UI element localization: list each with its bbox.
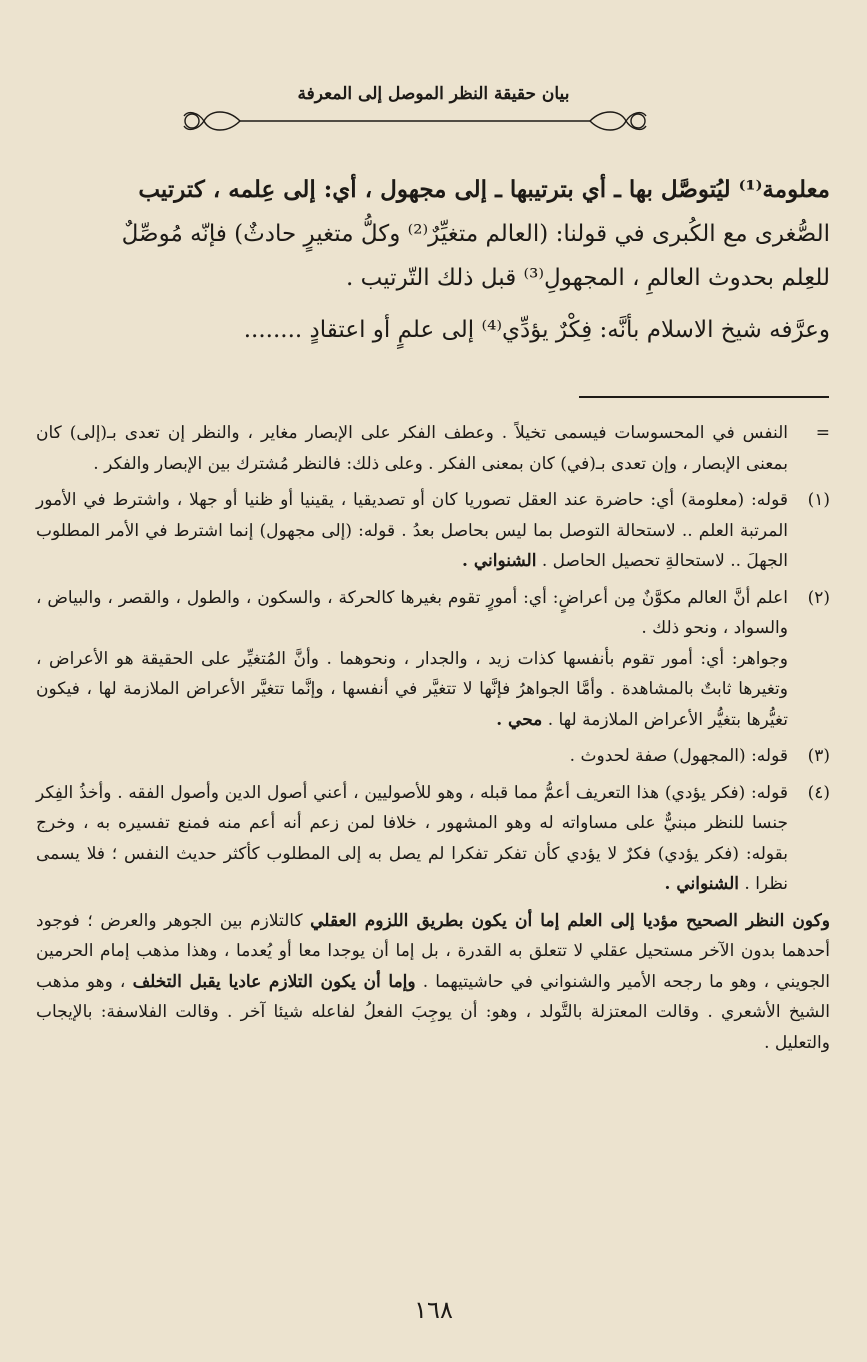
footnote-marker: (٤) (807, 782, 830, 803)
footnote-text: اعلم أنَّ العالم مكوَّنٌ مِن أعراضٍ: أي: أمورٍ تقوم بغيرها كالحركة ، والسكون ، والطول ، والقصر ، والبياض ، والسواد ، ونحو ذلك . (36, 587, 788, 638)
main-line-1: معلومة⁽¹⁾ ليُتوصَّل بها ـ أي بترتيبها ـ إلى مجهول ، أي: إلى عِلمه ، كترتيب (138, 176, 830, 203)
running-title: بيان حقيقة النظر الموصل إلى المعرفة (297, 84, 570, 104)
footnote-continuation (36, 418, 830, 479)
footnote-4 (36, 778, 830, 900)
bold-phrase: وإما أن يكون التلازم عاديا يقبل التخلف (132, 971, 416, 992)
header-ornament (180, 104, 650, 138)
footnote-2 (36, 583, 830, 736)
footnote-3 (36, 741, 830, 772)
page-number: ١٦٨ (414, 1296, 453, 1324)
footnote-1 (36, 485, 830, 577)
footnote-marker: (٣) (807, 746, 830, 766)
footnote-separator (579, 396, 829, 398)
footnote-text: وجواهر: أي: أمور تقوم بأنفسها كذات زيد ، والجدار ، ونحوهما . وأنَّ المُتغيِّر على الحقيقة هو الأعراض ، وتغيرها ثابتٌ بالمشاهدة . وأمَّا الجواهرُ فإنَّها لا تتغيَّر في أنفسها ، وإنَّما تتغيَّر الأعراض الملازمة لها ، فيكون تغيُّرها بتغيُّر الأعراض الملازمة لها . (36, 648, 788, 730)
main-line-3: للعِلم بحدوث العالمِ ، المجهولِ⁽³⁾ قبل ذلك التّرتيب . (346, 265, 830, 291)
footnote-text: قوله: (فكر يؤدي) هذا التعريف أعمُّ مما قبله ، وهو للأصوليين ، أعني أصول الدين وأصول الفقه . وأخذُ الفِكر جنسا للنظر مبنيٌّ على مساواته له وهو المشهور ، خلافا لمن زعم أنه أعم منه فمنع تفسيره به ، وخرج بقوله: (فكر يؤدي) فكرٌ لا يؤدي كأن تفكر تفكرا لم يصل به إلى المطلوب كأكثر حديث النفس ؛ فلا يسمى نظرا . (36, 782, 788, 894)
bold-phrase: وكون النظر الصحيح مؤديا إلى العلم إما أن يكون بطريق اللزوم العقلي (310, 910, 830, 931)
main-line-2: الصُّغرى مع الكُبرى في قولنا: (العالم متغيِّرٌ⁽²⁾ وكلُّ متغيرٍ حادثٌ) فإنّه مُوصِّلٌ (121, 221, 830, 247)
footnote-signature: الشنواني . (461, 551, 537, 571)
footnote-text: النفس في المحسوسات فيسمى تخيلاً . وعطف الفكر على الإبصار مغاير ، والنظر إن تعدى بـ(إلى) كان بمعنى الإبصار ، وإن تعدى بـ(في) كان بمعنى الفكر . وعلى ذلك: فالنظر مُشترك بين الإبصار والفكر . (36, 423, 788, 474)
footnotes (36, 418, 830, 1064)
footnote-text: قوله: (معلومة) أي: حاضرة عند العقل تصوريا كان أو تصديقيا ، يقينيا أو ظنيا أو جهلا ، واشترط في الأمور المرتبة العلم .. لاستحالة التوصل بما ليس بحاصل بعدُ . قوله: (إلى مجهول) إنما اشترط في الأمر المطلوب الجهلَ .. لاستحالةِ تحصيل الحاصل . (36, 490, 788, 571)
footnote-closing-paragraph (36, 906, 830, 1059)
main-text (38, 168, 830, 352)
footnote-signature: محي . (496, 709, 543, 730)
footnote-text: قوله: (المجهول) صفة لحدوث . (569, 746, 788, 766)
footnote-signature: الشنواني . (664, 874, 739, 894)
footnote-marker: (١) (807, 490, 830, 510)
footnote-text: كالتلازم بين الجوهر والعرض ؛ فوجود أحدهما بدون الآخر مستحيل عقلي لا تتعلق به القدرة ، بل إما أن يوجدا معا أو يُعدما ، وهذا مذهب إمام الحرمين الجويني ، وهو ما رجحه الأمير والشنواني في حاشيتيهما . (36, 910, 830, 992)
footnote-marker: (٢) (807, 587, 830, 608)
main-line-4: وعرَّفه شيخ الاسلام بأنَّه: فِكْرٌ يؤدِّي⁽⁴⁾ إلى علمٍ أو اعتقادٍ ........ (243, 317, 830, 343)
footnote-text: ، وهو مذهب الشيخ الأشعري . وقالت المعتزلة بالتَّولد ، وهو: أن يوجِبَ الفعلُ لفاعله شيئا آخر . وقالت الفلاسفة: بالإيجاب والتعليل . (36, 971, 830, 1053)
footnote-marker: = (815, 423, 830, 443)
